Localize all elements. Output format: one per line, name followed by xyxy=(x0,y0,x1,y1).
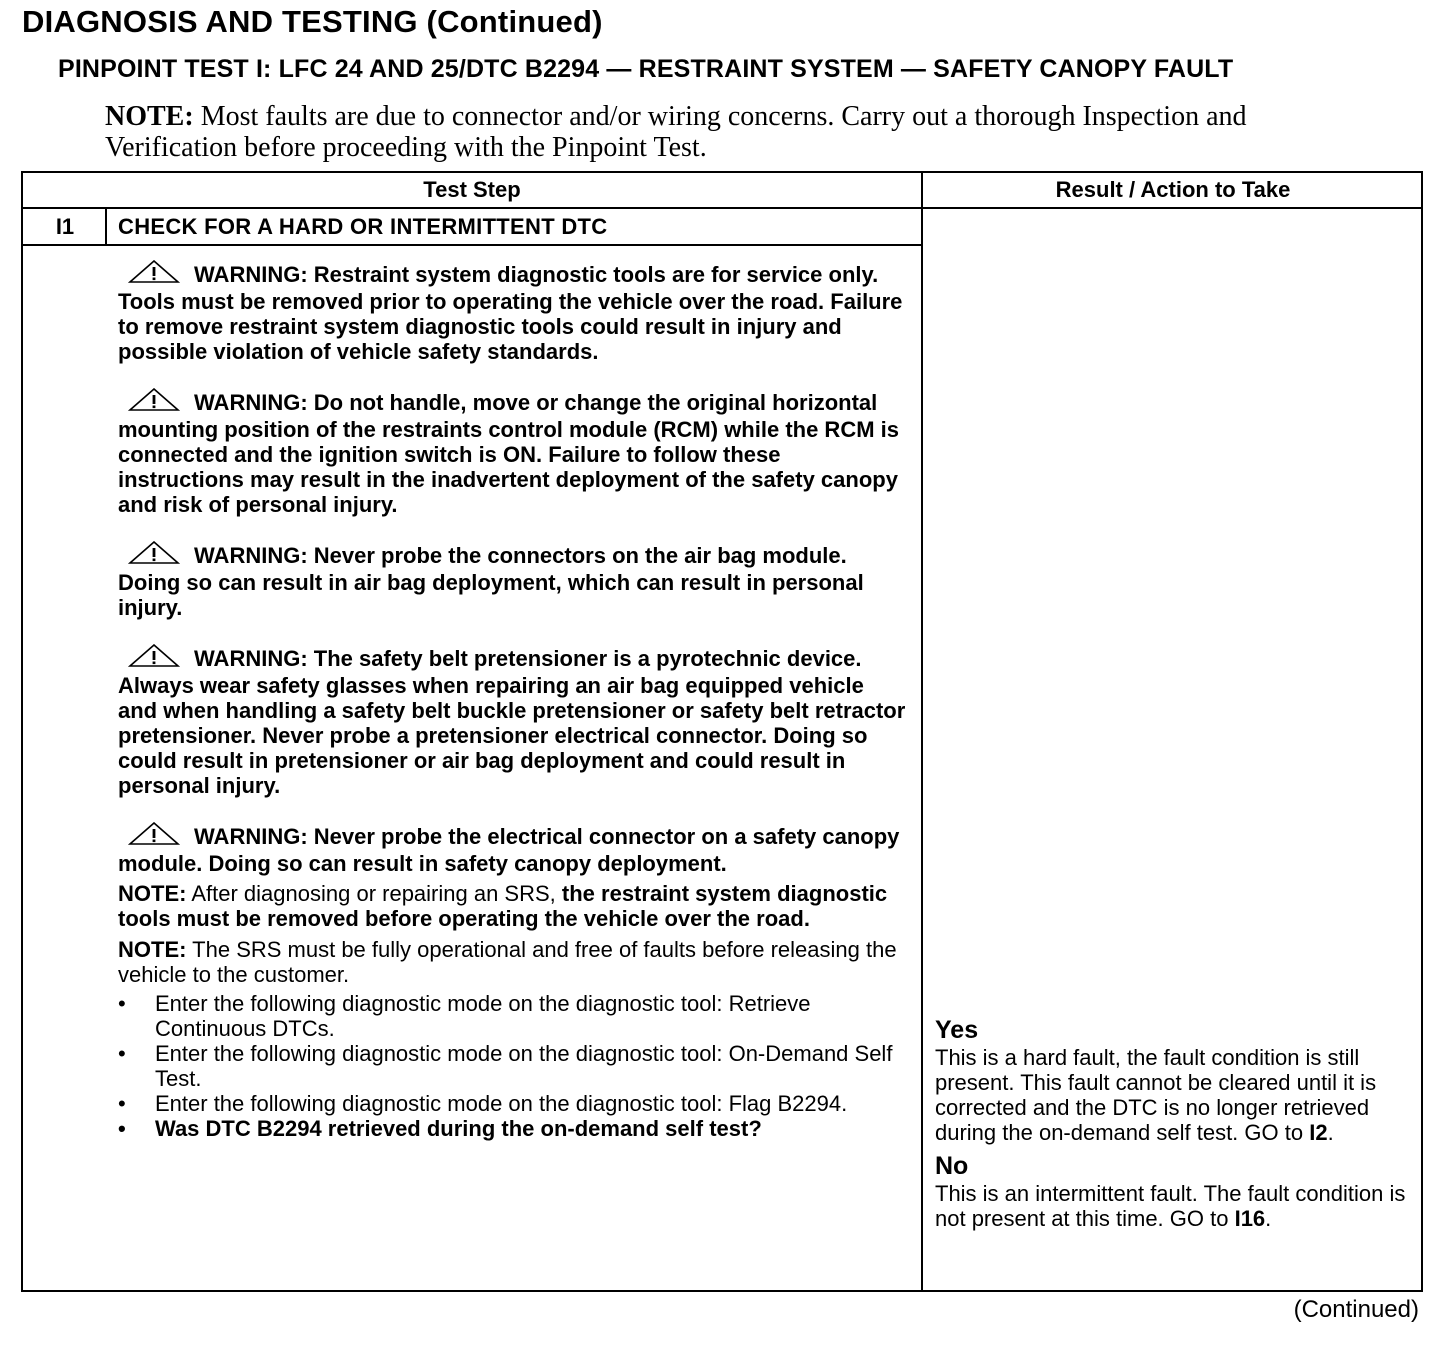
warning-5 xyxy=(118,822,908,876)
note-label: NOTE: xyxy=(118,937,187,962)
warning-text: WARNING: The safety belt pretensioner is a pyrotechnic device. Always wear safety glasses when repairing an air bag equipped vehicle and when handling a safety belt buckle pretensioner or safety belt retractor pretensioner. Never probe a pretensioner electrical connector. Doing so could result in pretensioner or air bag deployment and could result in personal injury. xyxy=(118,646,906,798)
warning-text: WARNING: Never probe the electrical connector on a safety canopy module. Doing so can result in safety canopy deployment. xyxy=(118,824,900,876)
warning-text: WARNING: Never probe the connectors on the air bag module. Doing so can result in air bag deployment, which can result in personal injury. xyxy=(118,543,864,620)
warning-4 xyxy=(118,644,908,798)
bullet-item xyxy=(118,1041,908,1091)
result-yes-end: . xyxy=(1327,1120,1334,1145)
note-text: The SRS must be fully operational and free of faults before releasing the vehicle to the customer. xyxy=(118,937,897,987)
note-text: After diagnosing or repairing an SRS, xyxy=(186,881,562,906)
warning-1 xyxy=(118,260,908,364)
note-text-bold: the restraint system diagnostic tools must be removed before operating the vehicle over the road. xyxy=(118,881,888,931)
warning-triangle-icon xyxy=(128,388,180,417)
warning-text: WARNING: Do not handle, move or change the original horizontal mounting position of the restraints control module (RCM) while the RCM is connected and the ignition switch is ON. Failure to follow these instructions may result in the inadvertent deployment of the safety canopy and risk of personal injury. xyxy=(118,390,899,517)
goto-i2-link[interactable]: I2 xyxy=(1309,1120,1328,1145)
step-content xyxy=(118,260,908,1141)
step-title: CHECK FOR A HARD OR INTERMITTENT DTC xyxy=(118,214,608,239)
result-yes-label: Yes xyxy=(935,1016,979,1044)
warning-triangle-icon xyxy=(128,541,180,570)
bullet-dot: • xyxy=(118,1091,126,1116)
bullet-dot: • xyxy=(118,991,126,1016)
result-yes-body: This is a hard fault, the fault condition is still present. This fault cannot be cleared until it is corrected and the DTC is no longer retrieved during the on-demand self test. GO to xyxy=(935,1045,1377,1145)
warning-triangle-icon xyxy=(128,644,180,673)
step-id: I1 xyxy=(55,214,75,239)
goto-i16-link[interactable]: I16 xyxy=(1234,1206,1266,1231)
bullet-text: Enter the following diagnostic mode on the diagnostic tool: On-Demand Self Test. xyxy=(155,1041,893,1091)
note-srs-operational xyxy=(118,937,908,987)
note-srs-tools xyxy=(118,881,908,931)
bullet-item xyxy=(118,1091,908,1116)
warning-triangle-icon xyxy=(128,260,180,289)
result-no-text xyxy=(935,1181,1420,1231)
result-yes-text xyxy=(935,1045,1420,1145)
warning-text: WARNING: Restraint system diagnostic tools are for service only. Tools must be removed prior to operating the vehicle over the road. Failure to remove restraint system diagnostic tools could result in injury and possible violation of vehicle safety standards. xyxy=(118,262,903,364)
bullet-dot: • xyxy=(118,1041,126,1066)
bullet-dot: • xyxy=(118,1116,126,1141)
bullet-item xyxy=(118,991,908,1041)
step-title-divider xyxy=(23,244,921,246)
result-actions xyxy=(935,1015,1420,1237)
bullet-question xyxy=(118,1116,908,1141)
intro-note-text: Most faults are due to connector and/or wiring concerns. Carry out a thorough Inspection and Verification before proceeding with the Pinpoint Test. xyxy=(105,101,1247,163)
bullet-text: Enter the following diagnostic mode on the diagnostic tool: Retrieve Continuous DTCs. xyxy=(155,991,811,1041)
page-title: DIAGNOSIS AND TESTING (Continued) xyxy=(22,4,603,39)
result-no-body: This is an intermittent fault. The fault condition is not present at this time. GO to xyxy=(935,1181,1406,1231)
header-test-step: Test Step xyxy=(423,177,521,202)
continued-label: (Continued) xyxy=(1293,1296,1419,1323)
intro-note xyxy=(105,101,1305,163)
intro-note-label: NOTE: xyxy=(105,101,194,132)
header-result: Result / Action to Take xyxy=(1055,177,1291,202)
warning-3 xyxy=(118,541,908,620)
bullet-text: Enter the following diagnostic mode on the diagnostic tool: Flag B2294. xyxy=(155,1091,848,1116)
section-title: PINPOINT TEST I: LFC 24 AND 25/DTC B2294 — RESTRAINT SYSTEM — SAFETY CANOPY FAULT xyxy=(58,55,1234,83)
warning-triangle-icon xyxy=(128,822,180,851)
column-divider xyxy=(921,173,923,1292)
step-bullets xyxy=(118,991,908,1141)
question-text: Was DTC B2294 retrieved during the on-demand self test? xyxy=(155,1116,762,1141)
warning-2 xyxy=(118,388,908,517)
result-no-end: . xyxy=(1265,1206,1272,1231)
note-label: NOTE: xyxy=(118,881,187,906)
pinpoint-test-table xyxy=(21,171,1423,1292)
result-no-label: No xyxy=(935,1152,969,1180)
